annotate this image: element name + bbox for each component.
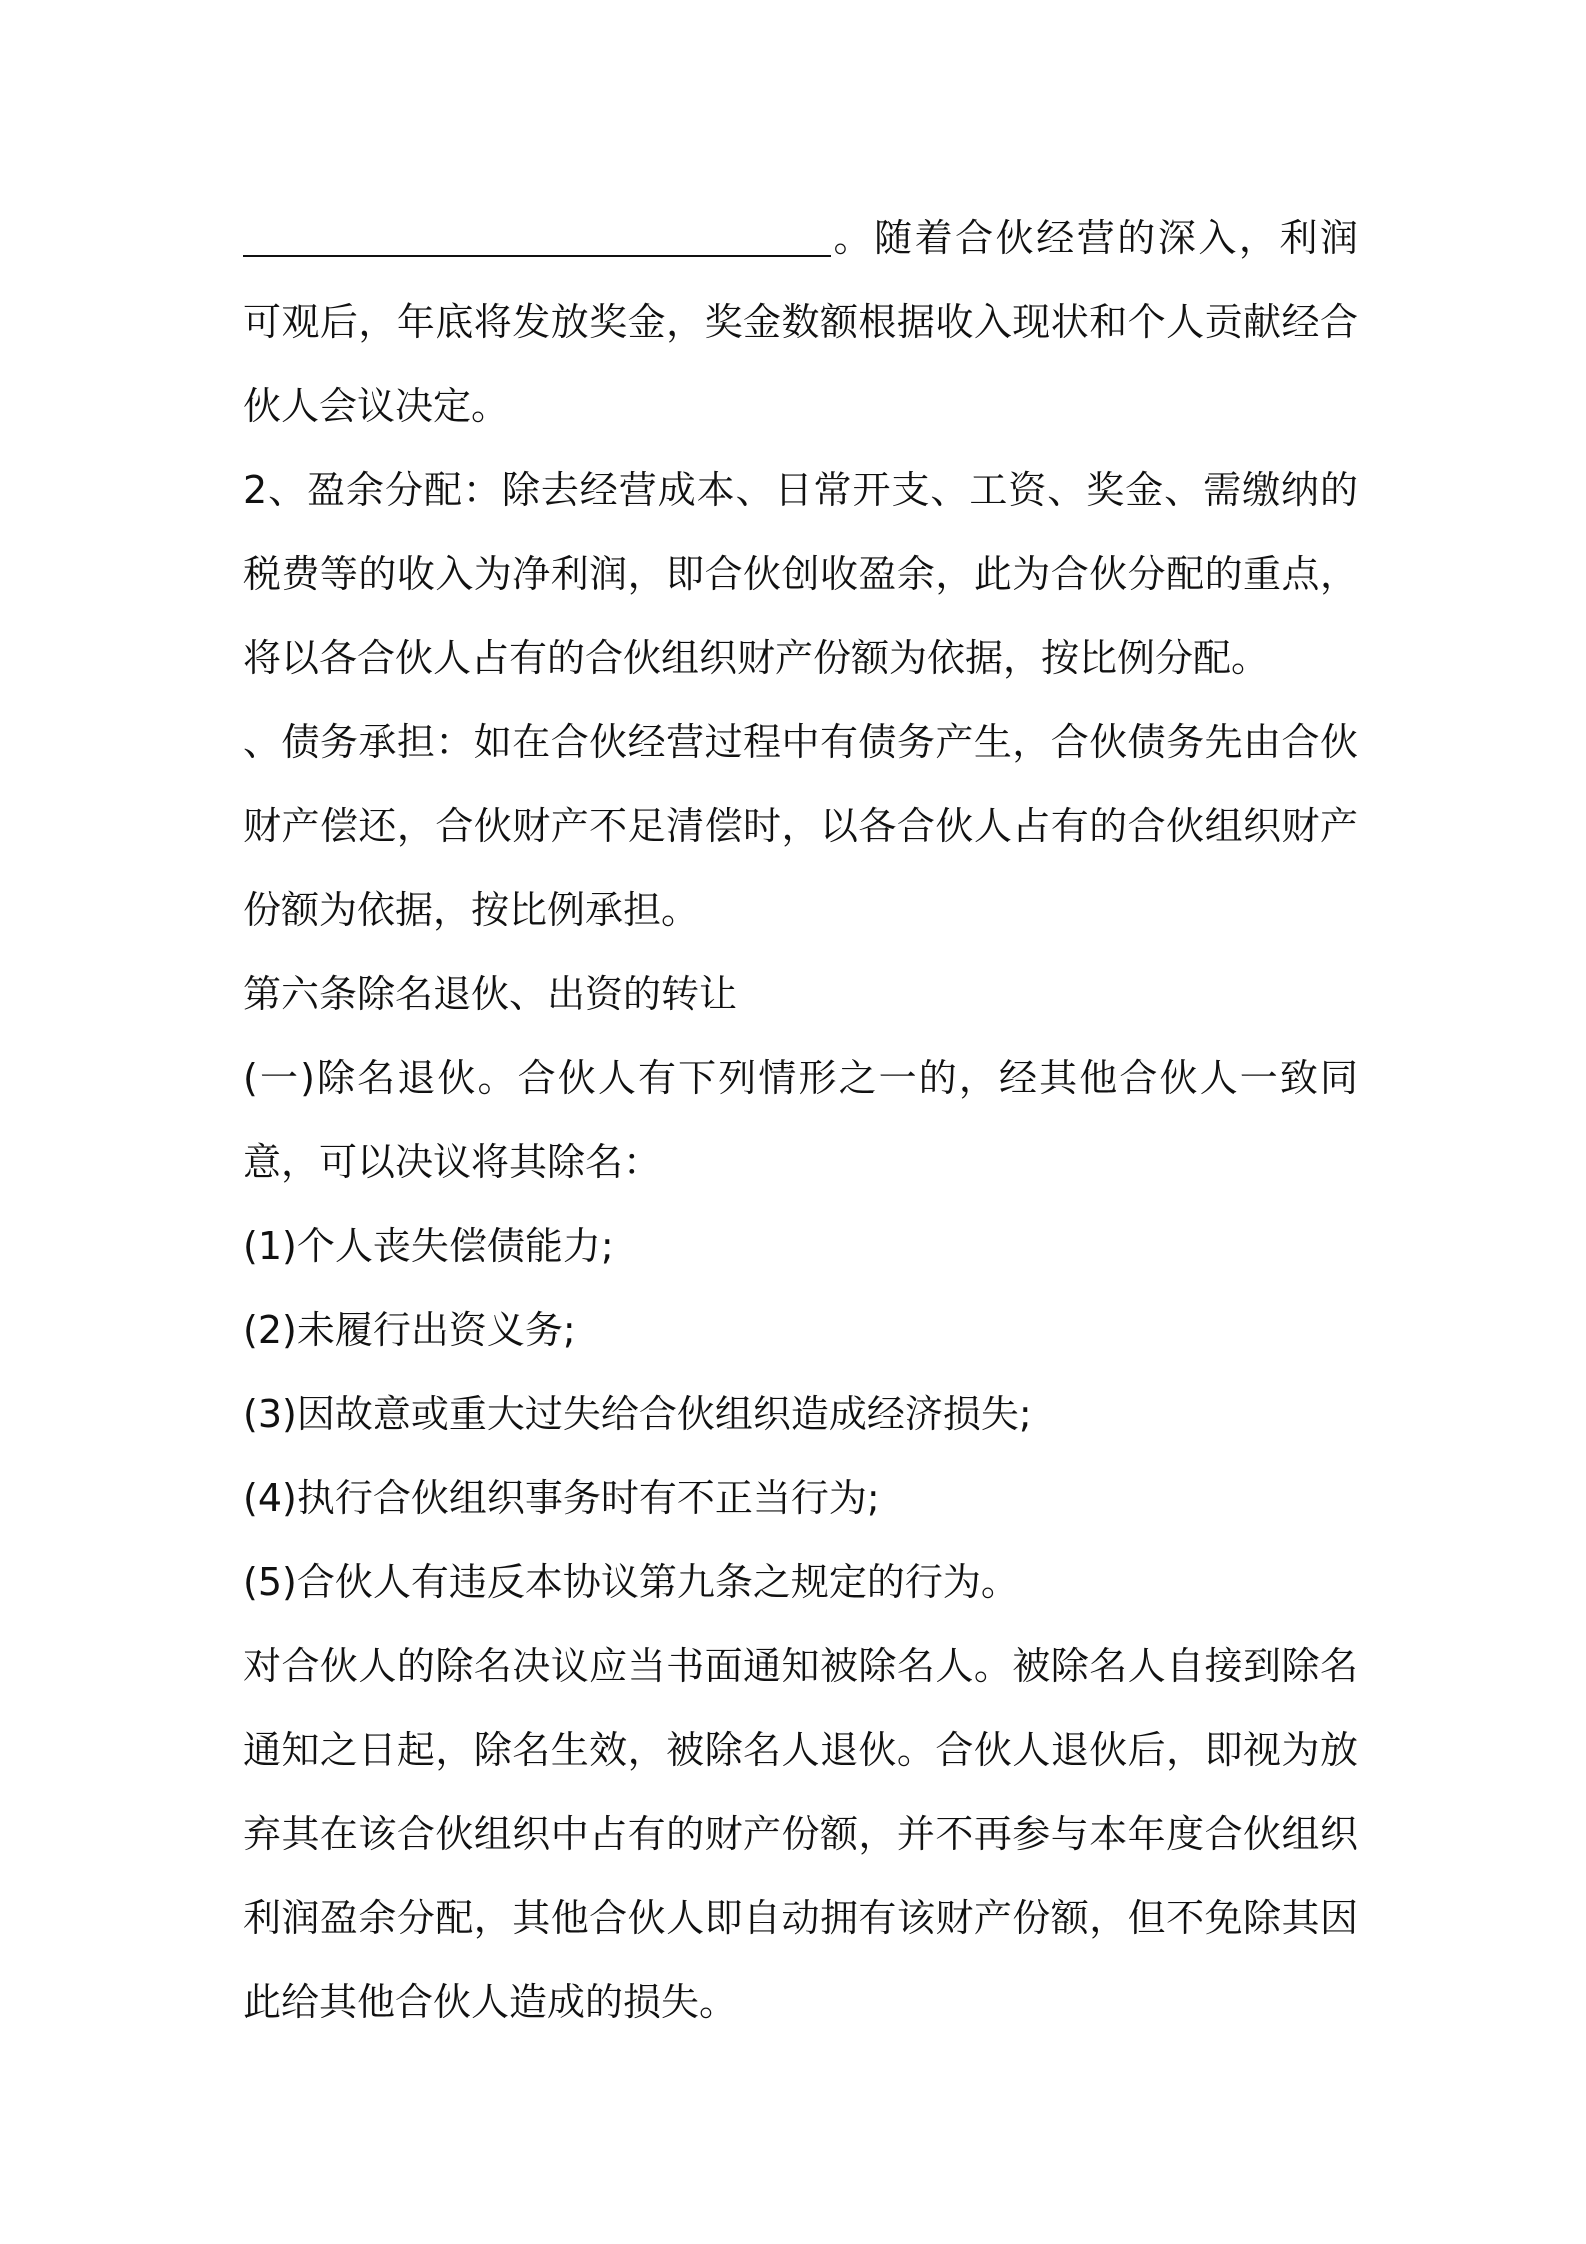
fill-in-blank-line bbox=[243, 215, 831, 257]
list-item-3: (3)因故意或重大过失给合伙组织造成经济损失; bbox=[243, 1392, 1032, 1436]
list-item-4: (4)执行合伙组织事务时有不正当行为; bbox=[243, 1476, 880, 1520]
paragraph-expulsion-intro: (一)除名退伙。合伙人有下列情形之一的，经其他合伙人一致同意，可以决议将其除名： bbox=[243, 1056, 1358, 1184]
list-item-5: (5)合伙人有违反本协议第九条之规定的行为。 bbox=[243, 1560, 1019, 1604]
paragraph-bonus bbox=[243, 196, 1358, 448]
paragraph-text: 。随着合伙经营的深入，利润可观后，年底将发放奖金，奖金数额根据收入现状和个人贡献经合伙人会议决定。 bbox=[243, 216, 1358, 428]
paragraph-surplus-distribution: 2、盈余分配：除去经营成本、日常开支、工资、奖金、需缴纳的税费等的收入为净利润，即合伙创收盈余，此为合伙分配的重点，将以各合伙人占有的合伙组织财产份额为依据，按比例分配。 bbox=[243, 468, 1358, 680]
document-body bbox=[243, 196, 1358, 2044]
paragraph-debt-bearing: 、债务承担：如在合伙经营过程中有债务产生，合伙债务先由合伙财产偿还，合伙财产不足清偿时，以各合伙人占有的合伙组织财产份额为依据，按比例承担。 bbox=[243, 720, 1358, 932]
paragraph-expulsion-notice: 对合伙人的除名决议应当书面通知被除名人。被除名人自接到除名通知之日起，除名生效，被除名人退伙。合伙人退伙后，即视为放弃其在该合伙组织中占有的财产份额，并不再参与本年度合伙组织利润盈余分配，其他合伙人即自动拥有该财产份额，但不免除其因此给其他合伙人造成的损失。 bbox=[243, 1644, 1358, 2024]
list-item-1: (1)个人丧失偿债能力; bbox=[243, 1224, 614, 1268]
list-item-2: (2)未履行出资义务; bbox=[243, 1308, 576, 1352]
article-six-heading: 第六条除名退伙、出资的转让 bbox=[243, 972, 738, 1016]
